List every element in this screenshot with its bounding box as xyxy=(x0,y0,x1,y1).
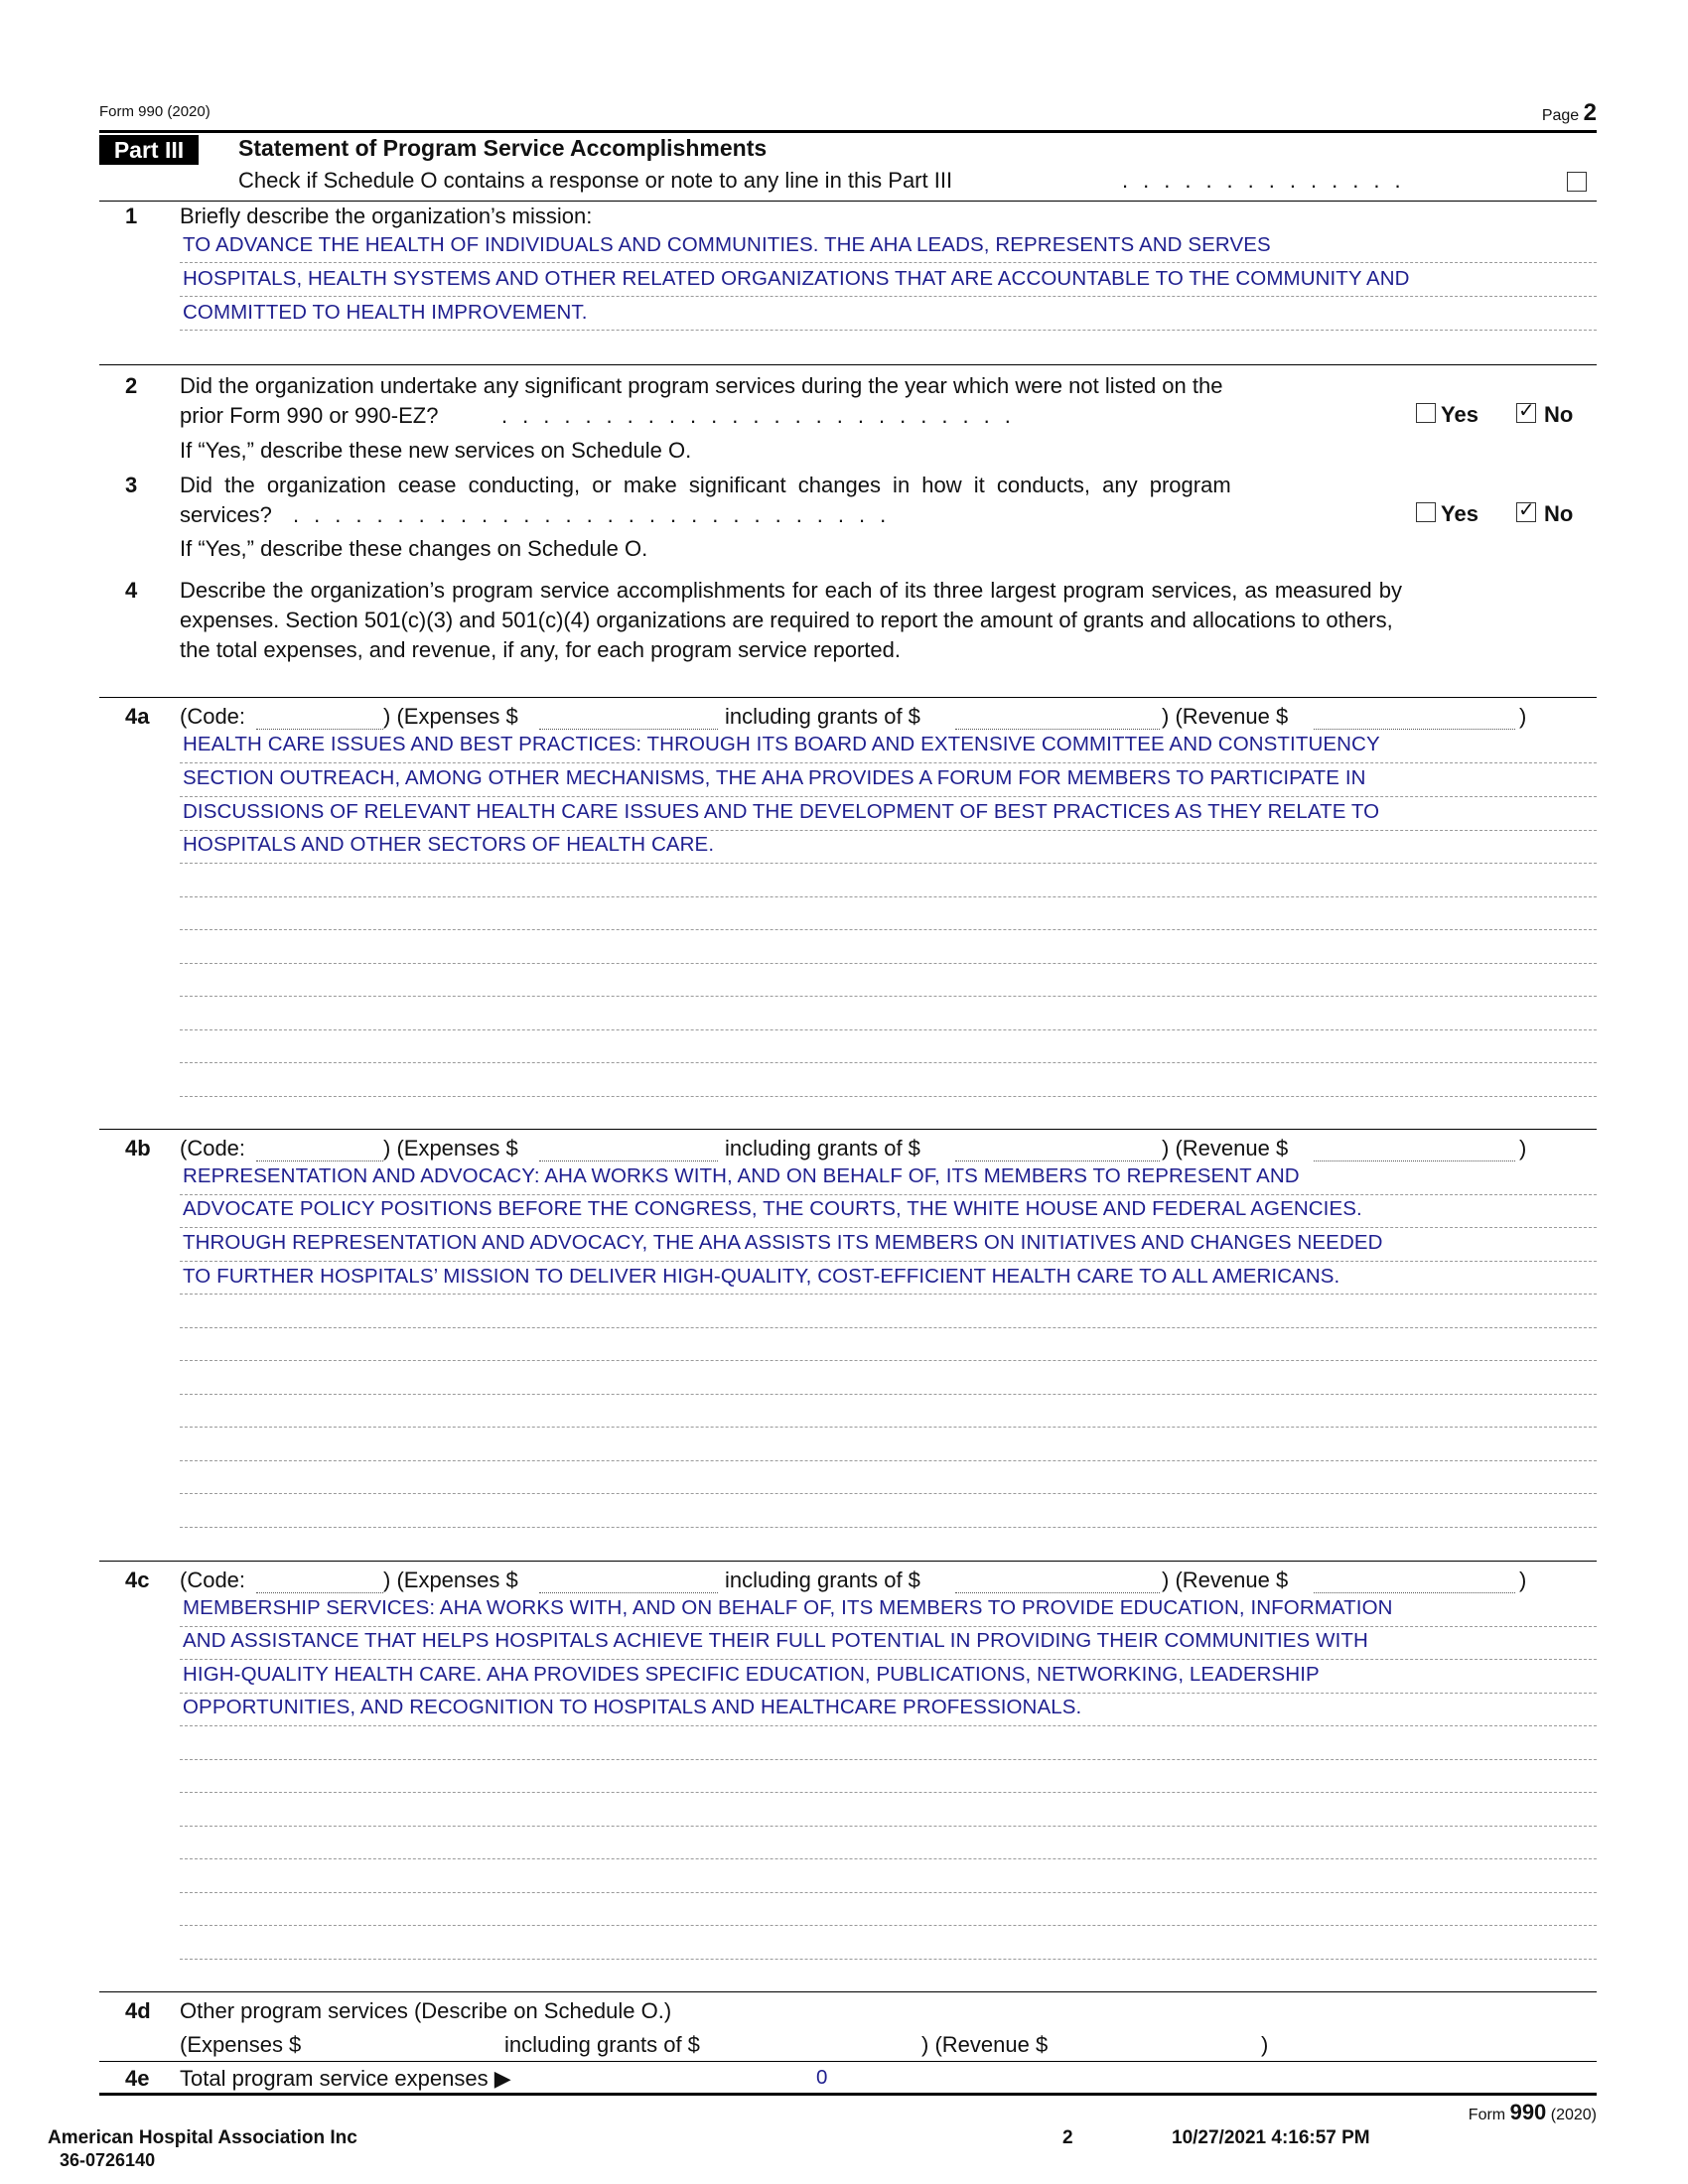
fill-line xyxy=(180,996,1597,997)
code-label: (Code: xyxy=(180,1136,246,1160)
fill-line xyxy=(180,1826,1597,1827)
fill-line xyxy=(180,1925,1597,1926)
fill-line xyxy=(180,929,1597,930)
fill-line xyxy=(180,1096,1597,1097)
mission-text-line: HOSPITALS, HEALTH SYSTEMS AND OTHER RELATED ORGANIZATIONS THAT ARE ACCOUNTABLE TO THE COMMUNITY AND xyxy=(183,267,1410,290)
line-3-no-label: No xyxy=(1544,501,1574,526)
revenue-field[interactable] xyxy=(1314,1592,1515,1593)
schedule-o-check-text: Check if Schedule O contains a response or note to any line in this Part III xyxy=(238,168,953,193)
part-tag: Part III xyxy=(99,135,199,165)
line-4-text: expenses. Section 501(c)(3) and 501(c)(4) organizations are required to report the amount of grants and allocations to others, xyxy=(180,608,1393,632)
program-4b-text-line: REPRESENTATION AND ADVOCACY: AHA WORKS WITH, AND ON BEHALF OF, ITS MEMBERS TO REPRESENT AND xyxy=(183,1164,1300,1187)
fill-line xyxy=(180,863,1597,864)
close-paren: ) xyxy=(1519,1568,1527,1592)
fill-line xyxy=(180,1427,1597,1428)
leader-dots: .............. xyxy=(1122,168,1416,193)
fill-line xyxy=(180,896,1597,897)
grants-field[interactable] xyxy=(955,1160,1160,1161)
program-4b-text-line: THROUGH REPRESENTATION AND ADVOCACY, THE AHA ASSISTS ITS MEMBERS ON INITIATIVES AND CHANGES NEEDED xyxy=(183,1231,1383,1254)
program-4a-text-line: HOSPITALS AND OTHER SECTORS OF HEALTH CARE. xyxy=(183,833,715,856)
program-4c-text-line: MEMBERSHIP SERVICES: AHA WORKS WITH, AND ON BEHALF OF, ITS MEMBERS TO PROVIDE EDUCATION, INFORMATION xyxy=(183,1596,1393,1619)
fill-line xyxy=(180,830,1597,831)
grants-label: including grants of $ xyxy=(725,1136,920,1160)
part-title: Statement of Program Service Accomplishments xyxy=(238,135,768,161)
line-3-question-cont: services? xyxy=(180,502,272,527)
schedule-o-checkbox[interactable] xyxy=(1567,172,1587,192)
grants-field[interactable] xyxy=(955,1592,1160,1593)
program-4c-text-line: AND ASSISTANCE THAT HELPS HOSPITALS ACHIEVE THEIR FULL POTENTIAL IN PROVIDING THEIR COMMUNITIES WITH xyxy=(183,1629,1368,1652)
fill-line xyxy=(180,1227,1597,1228)
leader-dots: ............................. xyxy=(293,502,902,527)
page-number: 2 xyxy=(1583,99,1597,126)
rule-after-check xyxy=(99,201,1597,202)
fill-line xyxy=(180,1360,1597,1361)
line-4b-number: 4b xyxy=(125,1136,151,1160)
revenue-label: ) (Revenue $ xyxy=(1162,1136,1289,1160)
line-4e-number: 4e xyxy=(125,2066,150,2091)
rule-before-4c xyxy=(99,1561,1597,1562)
line-4d-number: 4d xyxy=(125,1998,151,2023)
close-paren: ) xyxy=(1519,704,1527,729)
program-4b-text-line: ADVOCATE POLICY POSITIONS BEFORE THE CONGRESS, THE COURTS, THE WHITE HOUSE AND FEDERAL AGENCIES. xyxy=(183,1197,1362,1220)
fill-line xyxy=(180,1959,1597,1960)
fill-line xyxy=(180,1294,1597,1295)
line-3-no-checkbox[interactable] xyxy=(1516,499,1536,522)
program-4c-text-line: HIGH-QUALITY HEALTH CARE. AHA PROVIDES SPECIFIC EDUCATION, PUBLICATIONS, NETWORKING, LEADERSHIP xyxy=(183,1663,1320,1686)
checkmark-icon: ✓ xyxy=(1518,499,1535,521)
fill-line xyxy=(180,1194,1597,1195)
fill-line xyxy=(180,1261,1597,1262)
fill-line xyxy=(180,762,1597,763)
rule-before-4d xyxy=(99,1991,1597,1992)
page-indicator xyxy=(1542,99,1597,127)
program-4a-text-line: SECTION OUTREACH, AMONG OTHER MECHANISMS, THE AHA PROVIDES A FORUM FOR MEMBERS TO PARTICIPATE IN xyxy=(183,766,1366,789)
fill-line xyxy=(180,1527,1597,1528)
line-4c-number: 4c xyxy=(125,1568,150,1592)
fill-line xyxy=(180,296,1597,297)
expenses-field[interactable] xyxy=(539,729,718,730)
line-4-number: 4 xyxy=(125,578,138,603)
expenses-field[interactable] xyxy=(539,1592,718,1593)
fill-line xyxy=(180,1394,1597,1395)
line-4-text: Describe the organization’s program service accomplishments for each of its three largest program services, as measured by xyxy=(180,578,1403,603)
footer-form-year: (2020) xyxy=(1550,2107,1597,2123)
footer-form-id xyxy=(1469,2100,1597,2125)
fill-line xyxy=(180,1029,1597,1030)
line-4d-expenses-label: (Expenses $ xyxy=(180,2032,302,2057)
line-2-no-label: No xyxy=(1544,402,1574,427)
fill-line xyxy=(180,1062,1597,1063)
page-label: Page xyxy=(1541,107,1580,124)
line-2-yes-checkbox[interactable] xyxy=(1416,403,1436,423)
program-4b-text-line: TO FURTHER HOSPITALS’ MISSION TO DELIVER HIGH-QUALITY, COST-EFFICIENT HEALTH CARE TO ALL AMERICANS. xyxy=(183,1265,1340,1288)
mission-text-line: COMMITTED TO HEALTH IMPROVEMENT. xyxy=(183,301,588,324)
line-2-note: If “Yes,” describe these new services on Schedule O. xyxy=(180,438,692,463)
fill-line xyxy=(180,1626,1597,1627)
line-4d-revenue-label: ) (Revenue $ xyxy=(921,2032,1049,2057)
fill-line xyxy=(180,1858,1597,1859)
line-3-question: Did the organization cease conducting, or make significant changes in how it conducts, any program xyxy=(180,473,1231,497)
footer-timestamp: 10/27/2021 4:16:57 PM xyxy=(1172,2127,1370,2148)
line-2-yes-label: Yes xyxy=(1441,402,1478,427)
line-4a-number: 4a xyxy=(125,704,150,729)
leader-dots: ......................... xyxy=(501,403,1026,428)
line-4d-close: ) xyxy=(1261,2032,1269,2057)
revenue-label: ) (Revenue $ xyxy=(1162,704,1289,729)
fill-line xyxy=(180,1892,1597,1893)
checkmark-icon: ✓ xyxy=(1518,400,1535,422)
line-2-no-checkbox[interactable] xyxy=(1516,400,1536,423)
code-field[interactable] xyxy=(256,729,383,730)
line-4-text: the total expenses, and revenue, if any, for each program service reported. xyxy=(180,637,901,662)
expenses-label: ) (Expenses $ xyxy=(383,1568,518,1592)
close-paren: ) xyxy=(1519,1136,1527,1160)
code-label: (Code: xyxy=(180,1568,246,1592)
total-expenses-value: 0 xyxy=(816,2066,828,2089)
footer-page-number: 2 xyxy=(1062,2127,1073,2148)
form-label: Form 990 (2020) xyxy=(99,103,211,120)
code-label: (Code: xyxy=(180,704,246,729)
fill-line xyxy=(180,330,1597,331)
mission-text-line: TO ADVANCE THE HEALTH OF INDIVIDUALS AND COMMUNITIES. THE AHA LEADS, REPRESENTS AND SERVES xyxy=(183,233,1271,256)
line-2-number: 2 xyxy=(125,373,138,398)
bottom-rule xyxy=(99,2093,1597,2096)
fill-line xyxy=(180,1460,1597,1461)
line-3-number: 3 xyxy=(125,473,138,497)
footer-form-word: Form xyxy=(1468,2107,1506,2123)
program-4c-text-line: OPPORTUNITIES, AND RECOGNITION TO HOSPITALS AND HEALTHCARE PROFESSIONALS. xyxy=(183,1696,1082,1718)
fill-line xyxy=(180,796,1597,797)
rule-after-line1 xyxy=(99,364,1597,365)
line-4e-label: Total program service expenses ▶ xyxy=(180,2066,511,2091)
rule-before-4b xyxy=(99,1129,1597,1130)
grants-label: including grants of $ xyxy=(725,1568,920,1592)
rule-before-4a xyxy=(99,697,1597,698)
fill-line xyxy=(180,1327,1597,1328)
code-field[interactable] xyxy=(256,1160,383,1161)
fill-line xyxy=(180,1725,1597,1726)
expenses-field[interactable] xyxy=(539,1160,718,1161)
line-1-number: 1 xyxy=(125,204,138,228)
org-name: American Hospital Association Inc xyxy=(48,2127,357,2148)
fill-line xyxy=(180,262,1597,263)
fill-line xyxy=(180,1792,1597,1793)
expenses-label: ) (Expenses $ xyxy=(383,704,518,729)
line-3-note: If “Yes,” describe these changes on Schedule O. xyxy=(180,536,648,561)
top-rule xyxy=(99,130,1597,133)
line-2-question: Did the organization undertake any significant program services during the year which were not listed on the xyxy=(180,373,1223,398)
revenue-label: ) (Revenue $ xyxy=(1162,1568,1289,1592)
line-4d-label: Other program services (Describe on Schedule O.) xyxy=(180,1998,672,2023)
line-2-question-cont: prior Form 990 or 990-EZ? xyxy=(180,403,439,428)
org-ein: 36-0726140 xyxy=(60,2150,156,2170)
revenue-field[interactable] xyxy=(1314,1160,1515,1161)
revenue-field[interactable] xyxy=(1314,729,1515,730)
fill-line xyxy=(180,963,1597,964)
code-field[interactable] xyxy=(256,1592,383,1593)
fill-line xyxy=(180,1759,1597,1760)
line-3-yes-checkbox[interactable] xyxy=(1416,502,1436,522)
program-4a-text-line: DISCUSSIONS OF RELEVANT HEALTH CARE ISSUES AND THE DEVELOPMENT OF BEST PRACTICES AS THEY RELATE TO xyxy=(183,800,1380,823)
fill-line xyxy=(180,1493,1597,1494)
grants-label: including grants of $ xyxy=(725,704,920,729)
rule-before-4e xyxy=(99,2061,1597,2062)
program-4a-text-line: HEALTH CARE ISSUES AND BEST PRACTICES: THROUGH ITS BOARD AND EXTENSIVE COMMITTEE AND CONSTITUENCY xyxy=(183,733,1380,755)
fill-line xyxy=(180,1659,1597,1660)
footer-form-number: 990 xyxy=(1509,2100,1547,2124)
grants-field[interactable] xyxy=(955,729,1160,730)
fill-line xyxy=(180,1693,1597,1694)
expenses-label: ) (Expenses $ xyxy=(383,1136,518,1160)
line-1-label: Briefly describe the organization’s mission: xyxy=(180,204,593,228)
line-4d-grants-label: including grants of $ xyxy=(504,2032,700,2057)
line-3-yes-label: Yes xyxy=(1441,501,1478,526)
